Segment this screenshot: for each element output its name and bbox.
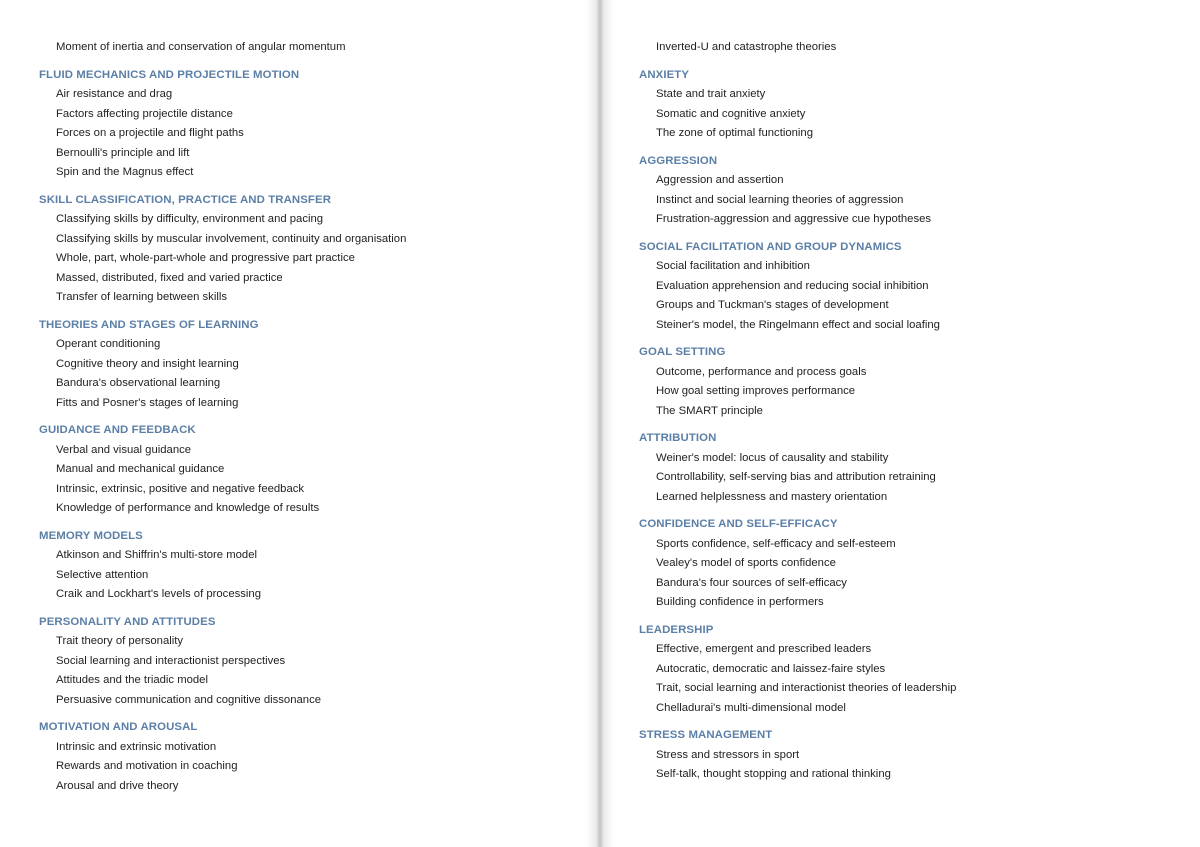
section [639, 621, 956, 719]
section [39, 613, 406, 711]
section [639, 343, 956, 421]
continued-topic-list [639, 38, 956, 58]
topic-item: Atkinson and Shiffrin's multi-store model [56, 549, 257, 561]
section [39, 421, 406, 519]
topic-item: The zone of optimal functioning [656, 127, 813, 139]
topic-item: Weiner's model: locus of causality and stability [656, 451, 889, 464]
topic-item: Forces on a projectile and flight paths [56, 127, 244, 139]
topic-item: Steiner's model, the Ringelmann effect and social loafing [656, 318, 940, 331]
topic-item: Spin and the Magnus effect [56, 166, 194, 178]
section-heading: ATTRIBUTION [639, 432, 717, 444]
right-page [600, 0, 1200, 847]
section-heading: LEADERSHIP [639, 623, 714, 636]
topic-item: Operant conditioning [56, 338, 161, 350]
topic-item: Transfer of learning between skills [56, 291, 227, 303]
topic-item: Attitudes and the triadic model [56, 674, 208, 686]
topic-item: State and trait anxiety [656, 88, 766, 100]
section-heading: CONFIDENCE AND SELF-EFFICACY [639, 518, 838, 530]
topic-item: Building confidence in performers [656, 596, 824, 608]
topic-item: Moment of inertia and conservation of angular momentum [56, 41, 346, 53]
section-heading: SKILL CLASSIFICATION, PRACTICE AND TRANSFER [39, 193, 332, 206]
section-heading: FLUID MECHANICS AND PROJECTILE MOTION [39, 68, 300, 81]
topic-item: Controllability, self-serving bias and attribution retraining [656, 471, 936, 483]
topic-item: Trait, social learning and interactionist theories of leadership [656, 682, 957, 694]
topic-item: Learned helplessness and mastery orientation [656, 490, 888, 503]
topic-item: Persuasive communication and cognitive dissonance [56, 693, 321, 706]
section-heading: AGGRESSION [639, 154, 718, 167]
topic-item: Aggression and assertion [656, 174, 784, 186]
topic-item: Groups and Tuckman's stages of development [656, 299, 889, 311]
topic-item: Cognitive theory and insight learning [56, 357, 239, 370]
section-heading: THEORIES AND STAGES OF LEARNING [39, 318, 259, 331]
topic-item: Classifying skills by difficulty, environment and pacing [56, 213, 324, 225]
topic-item: Social learning and interactionist perspectives [56, 654, 286, 667]
topic-item: Instinct and social learning theories of aggression [656, 193, 904, 206]
topic-item: Somatic and cognitive anxiety [656, 107, 806, 120]
topic-item: Outcome, performance and process goals [656, 365, 867, 378]
topic-item: Evaluation apprehension and reducing social inhibition [656, 279, 929, 292]
topic-item: Fitts and Posner's stages of learning [56, 396, 239, 409]
topic-item: Trait theory of personality [56, 635, 184, 647]
section-heading: STRESS MANAGEMENT [639, 729, 773, 741]
topic-item: Rewards and motivation in coaching [56, 760, 238, 772]
section [639, 515, 956, 613]
section [39, 66, 406, 183]
topic-item: Effective, emergent and prescribed leaders [656, 643, 872, 655]
topic-item: Bandura's four sources of self-efficacy [656, 576, 847, 589]
section-heading: SOCIAL FACILITATION AND GROUP DYNAMICS [639, 240, 902, 253]
topic-item: Air resistance and drag [56, 88, 173, 100]
section [639, 726, 956, 785]
right-page-contents [639, 38, 956, 785]
topic-item: Craik and Lockhart's levels of processing [56, 588, 261, 600]
section [639, 429, 956, 507]
section-heading: ANXIETY [639, 68, 690, 81]
topic-item: Chelladurai's multi-dimensional model [656, 701, 846, 714]
section-heading: GOAL SETTING [639, 346, 726, 358]
topic-item: The SMART principle [656, 404, 763, 417]
topic-item: Verbal and visual guidance [56, 443, 192, 456]
topic-item: Intrinsic and extrinsic motivation [56, 740, 217, 753]
section [39, 527, 406, 605]
topic-item: Massed, distributed, fixed and varied practice [56, 271, 283, 284]
topic-item: Manual and mechanical guidance [56, 463, 225, 475]
section-heading: PERSONALITY AND ATTITUDES [39, 615, 216, 628]
topic-item: Whole, part, whole-part-whole and progressive part practice [56, 252, 355, 264]
topic-item: Classifying skills by muscular involvement, continuity and organisation [56, 232, 407, 245]
continued-topic-list [39, 38, 406, 58]
section [39, 316, 406, 414]
section [39, 191, 406, 308]
section [639, 66, 956, 144]
topic-item: Frustration-aggression and aggressive cue hypotheses [656, 213, 932, 225]
topic-item: Sports confidence, self-efficacy and self-esteem [656, 537, 896, 550]
topic-item: Stress and stressors in sport [656, 748, 800, 761]
left-page-contents [39, 38, 406, 796]
topic-item: Self-talk, thought stopping and rational thinking [656, 768, 891, 780]
topic-item: Knowledge of performance and knowledge of results [56, 502, 320, 514]
section-heading: MEMORY MODELS [39, 529, 143, 542]
topic-item: Selective attention [56, 568, 149, 581]
topic-item: Factors affecting projectile distance [56, 107, 233, 120]
topic-item: Intrinsic, extrinsic, positive and negative feedback [56, 482, 305, 495]
section [39, 718, 406, 796]
section [639, 238, 956, 336]
topic-item: How goal setting improves performance [656, 385, 856, 397]
topic-item: Arousal and drive theory [56, 779, 179, 792]
topic-item: Social facilitation and inhibition [656, 260, 810, 272]
topic-item: Vealey's model of sports confidence [656, 557, 836, 569]
section-heading: MOTIVATION AND AROUSAL [39, 721, 198, 733]
section [639, 152, 956, 230]
book-gutter-shadow [586, 0, 614, 847]
topic-item: Autocratic, democratic and laissez-faire styles [656, 662, 886, 675]
topic-item: Bandura's observational learning [56, 377, 221, 389]
topic-item: Inverted-U and catastrophe theories [656, 41, 837, 53]
topic-item: Bernoulli's principle and lift [56, 146, 190, 159]
section-heading: GUIDANCE AND FEEDBACK [39, 424, 196, 436]
